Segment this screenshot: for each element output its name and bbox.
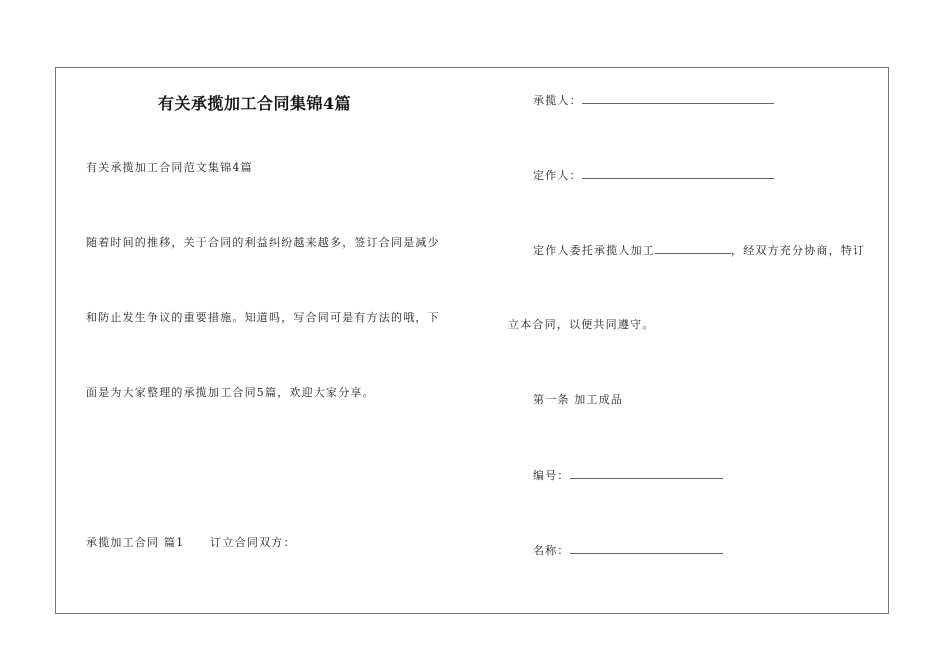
intro-paragraph-line-2: 和防止发生争议的重要措施。知道吗，写合同可是有方法的哦，下	[86, 311, 440, 324]
clause-line-1	[533, 243, 865, 258]
contractor-blank	[582, 93, 774, 104]
orderer-line	[533, 168, 774, 183]
section-heading	[86, 536, 296, 550]
contractor-line	[533, 93, 774, 108]
processing-item-blank	[655, 243, 731, 254]
article-1-heading: 第一条 加工成品	[533, 393, 624, 406]
name-blank	[570, 543, 723, 554]
section-heading-text: 承揽加工合同 篇1	[86, 536, 185, 549]
name-line	[533, 543, 723, 558]
parties-label: 订立合同双方：	[210, 536, 296, 549]
contractor-label: 承揽人：	[533, 94, 582, 107]
document-subtitle: 有关承揽加工合同范文集锦4篇	[86, 161, 253, 174]
orderer-blank	[582, 168, 774, 179]
number-line	[533, 468, 723, 483]
clause-part-1: 定作人委托承揽人加工	[533, 244, 655, 257]
document-page-frame	[55, 67, 889, 614]
document-title: 有关承揽加工合同集锦4篇	[158, 94, 352, 113]
orderer-label: 定作人：	[533, 169, 582, 182]
clause-line-2: 立本合同，以便共同遵守。	[508, 318, 655, 331]
intro-paragraph-line-1: 随着时间的推移，关于合同的利益纠纷越来越多，签订合同是减少	[86, 236, 440, 249]
name-label: 名称：	[533, 544, 570, 557]
intro-paragraph-line-3: 面是为大家整理的承揽加工合同5篇，欢迎大家分享。	[86, 386, 375, 399]
clause-part-2: ，经双方充分协商，特订	[731, 244, 866, 257]
number-label: 编号：	[533, 469, 570, 482]
number-blank	[570, 468, 723, 479]
